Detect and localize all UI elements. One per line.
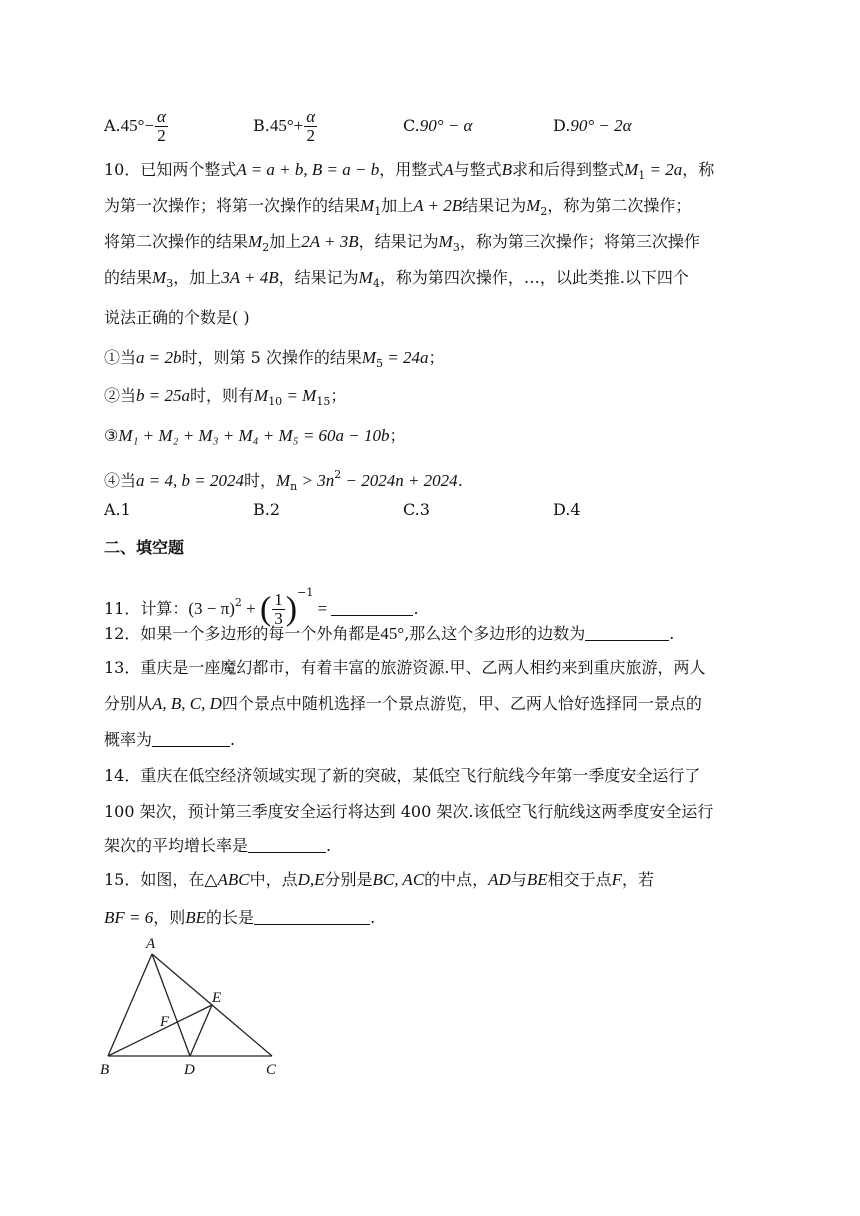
q9-option-d [553,116,632,136]
q12-text: ,那么这个多边形的边数为 [404,624,586,643]
q11-end: . [413,599,419,618]
q11-equals: = [313,599,332,618]
q9-option-a-den: 2 [157,126,166,145]
q10-text: 的结果 [104,268,153,287]
q9-option-a [104,108,169,145]
q15-line-1 [104,868,654,892]
q14-answer-blank[interactable] [248,836,326,853]
q9-option-b-num: α [306,107,316,126]
q10-math: = 24a [383,348,429,367]
q10-math: a = 2b [136,348,182,367]
q10-text: 加上 [269,232,302,251]
q10-option-a: A.1 [104,500,131,519]
q10-subscript: 4 [372,277,380,290]
q15-math: BC, AC [372,870,425,889]
q14-line-2: 100 架次，预计第三季度安全运行将达到 400 架次.该低空飞行航线这两季度安全运行 [104,802,714,821]
q13-text: 概率为 [104,730,153,749]
q13-line-2 [104,692,702,716]
q10-math: A [443,160,454,179]
segment-be [108,1005,212,1056]
q10-text: 结果记为 [462,196,527,215]
q13-line-1: 13．重庆是一座魔幻都市，有着丰富的旅游资源.甲、乙两人相约来到重庆旅游，两人 [104,658,706,677]
q15-line-2 [104,906,375,930]
q10-text: 加上 [381,196,414,215]
q10-line-3 [104,230,700,260]
q10-statement-1 [104,346,445,376]
q11-left-paren: ( [259,590,272,628]
q15-math: AD [488,870,511,889]
q11-right-paren: ) [285,590,298,628]
q10-text: ，称为第四次操作，…，以此类推.以下四个 [379,268,689,287]
q10-text: ④当 [104,471,137,490]
label-e: E [212,990,222,1006]
q9-option-b-prefix: 45°+ [269,116,304,135]
q11-expr: (3 − π) [188,599,235,618]
q10-text: ，用整式 [379,160,444,179]
q10-text: 为第一次操作；将第一次操作的结果 [104,196,361,215]
q11-fraction-num: 1 [274,590,283,609]
q10-subscript: 2 [540,205,548,218]
q15-math: F [611,870,623,889]
q10-statement-2 [104,384,346,414]
q10-line-5 [104,306,250,330]
q10-text: ，结果记为 [278,268,359,287]
q10-math: > 3n [297,471,335,490]
q14-line-1: 14．重庆在低空经济领域实现了新的突破，某低空飞行航线今年第一季度安全运行了 [104,766,701,785]
q10-text: ①当 [104,348,137,367]
q11-exponent: 2 [234,596,242,609]
q12-line [104,622,674,646]
q10-text: 说法正确的个数是( ) [104,308,250,327]
q10-text: ，称为第二次操作； [547,196,692,215]
q14-text: 架次的平均增长率是 [104,836,249,855]
q10-subscript: n [290,480,298,493]
q13-math: A, B, C, D [152,694,222,713]
q10-math: M [526,196,541,215]
q10-subscript: 3 [166,277,174,290]
q12-end: . [669,624,675,643]
q10-text: ； [389,426,406,445]
q15-text: 相交于点 [547,870,612,889]
q10-statement-4 [104,463,463,499]
q10-text: 与整式 [453,160,502,179]
q10-text: ； [330,386,347,405]
q12-degree: 45° [380,624,405,643]
q10-subscript: 5 [376,357,384,370]
q9-option-c [403,116,472,136]
q10-math: 3A + 4B [221,268,279,287]
q15-end: . [370,908,376,927]
q10-text: ③ [104,426,119,445]
q10-math: M [275,471,291,490]
label-b: B [100,1062,110,1078]
q10-math: M [361,348,377,367]
q10-math: B [501,160,513,179]
q10-text: 时，则有 [190,386,255,405]
q10-math: M [152,268,167,287]
q10-line-4 [104,266,689,296]
q15-text: 15．如图，在 [104,870,205,889]
label-d: D [184,1062,195,1078]
q11-exponent-neg: −1 [297,586,314,599]
label-f: F [160,1014,170,1030]
segment-de [190,1005,212,1056]
q10-text: 将第二次操作的结果 [104,232,249,251]
q10-math: M [438,232,453,251]
q10-math: 2A + 3B [301,232,359,251]
q9-option-b [253,108,318,145]
q15-math: D,E [297,870,325,889]
q10-statement-3 [104,424,406,448]
q10-math: = [282,386,303,405]
q10-math: M [248,232,263,251]
section-heading: 二、填空题 [104,538,185,557]
q10-superscript: 2 [334,468,342,481]
q14-line-3 [104,834,331,858]
q9-option-d-label: D. [553,116,571,135]
q10-text: 10．已知两个整式 [104,160,237,179]
q10-text: ； [428,348,445,367]
q10-text: ②当 [104,386,137,405]
q10-option-b: B.2 [253,500,281,519]
q9-option-b-label: B. [253,116,270,135]
q15-answer-blank[interactable] [254,908,370,925]
q9-option-b-fraction [304,108,317,145]
q15-math: BE [526,870,548,889]
q10-option-c: C.3 [403,500,430,519]
q10-math: A + 2B [413,196,463,215]
q10-math: − 2024n + 2024 [341,471,458,490]
q10-text: ，结果记为 [358,232,439,251]
q15-text: 的中点， [424,870,489,889]
q10-math: M [358,268,373,287]
q10-option-d: D.4 [553,500,581,519]
q10-subscript: 1 [638,169,646,182]
q15-text: ，若 [622,870,655,889]
q10-math: M [624,160,639,179]
q10-subscript: 10 [268,395,283,408]
q9-option-a-fraction [155,108,168,145]
q10-text: ，称为第三次操作；将第三次操作 [459,232,700,251]
q9-option-a-num: α [157,107,166,126]
q10-text: 时，则第 5 次操作的结果 [181,348,362,367]
q15-math: BE [185,908,207,927]
q15-math: BF = 6 [104,908,154,927]
q13-text: 四个景点中随机选择一个景点游览，甲、乙两人恰好选择同一景点的 [221,694,702,713]
q10-subscript: 2 [262,241,270,254]
q9-option-a-prefix: 45°− [120,116,155,135]
q14-end: . [326,836,332,855]
q13-text: 分别从 [104,694,153,713]
q10-subscript: 1 [374,205,382,218]
triangle-figure [96,930,296,1080]
q10-math: M [254,386,269,405]
q13-end: . [230,730,236,749]
q15-text: 的长是 [206,908,255,927]
q10-math: A = a + b, B = a − b [236,160,380,179]
q13-line-3 [104,728,235,752]
segment-ab [108,954,152,1056]
q12-answer-blank[interactable] [585,624,669,641]
q10-line-1 [104,158,714,188]
q9-option-c-label: C. [403,116,420,135]
q10-text: ，称 [682,160,715,179]
q10-math: = 2a [645,160,683,179]
q15-text: ，则 [153,908,186,927]
q11-answer-blank[interactable] [331,599,413,616]
q11-label: 11．计算： [104,599,189,618]
q9-option-c-expr: 90° − α [419,116,473,135]
q12-text: 12．如果一个多边形的每一个外角都是 [104,624,381,643]
q10-text: 求和后得到整式 [512,160,625,179]
q15-text: 分别是 [324,870,373,889]
q9-option-b-den: 2 [306,126,315,145]
q11-plus: + [241,599,260,618]
q9-option-a-label: A. [104,116,121,135]
q10-math: M [360,196,375,215]
q10-subscript: 15 [316,395,331,408]
q9-option-d-expr: 90° − 2α [570,116,632,135]
q10-math: a = 4, b = 2024 [136,471,244,490]
q10-subscript: 3 [452,241,460,254]
q10-text: ，加上 [173,268,222,287]
q10-text: 时， [243,471,276,490]
q10-line-2 [104,194,691,224]
q15-text: 与 [510,870,527,889]
q11-fraction-den: 3 [274,609,283,628]
q15-math: △ABC [204,870,250,889]
label-a: A [146,936,156,952]
q15-text: 中，点 [249,870,298,889]
q10-math: M [302,386,317,405]
q10-math: b = 25a [136,386,190,405]
q10-math: M₁ + M₂ + M₃ + M₄ + M₅ = 60a − 10b [118,426,390,445]
q10-text: . [457,471,463,490]
q13-answer-blank[interactable] [152,730,230,747]
label-c: C [266,1062,277,1078]
